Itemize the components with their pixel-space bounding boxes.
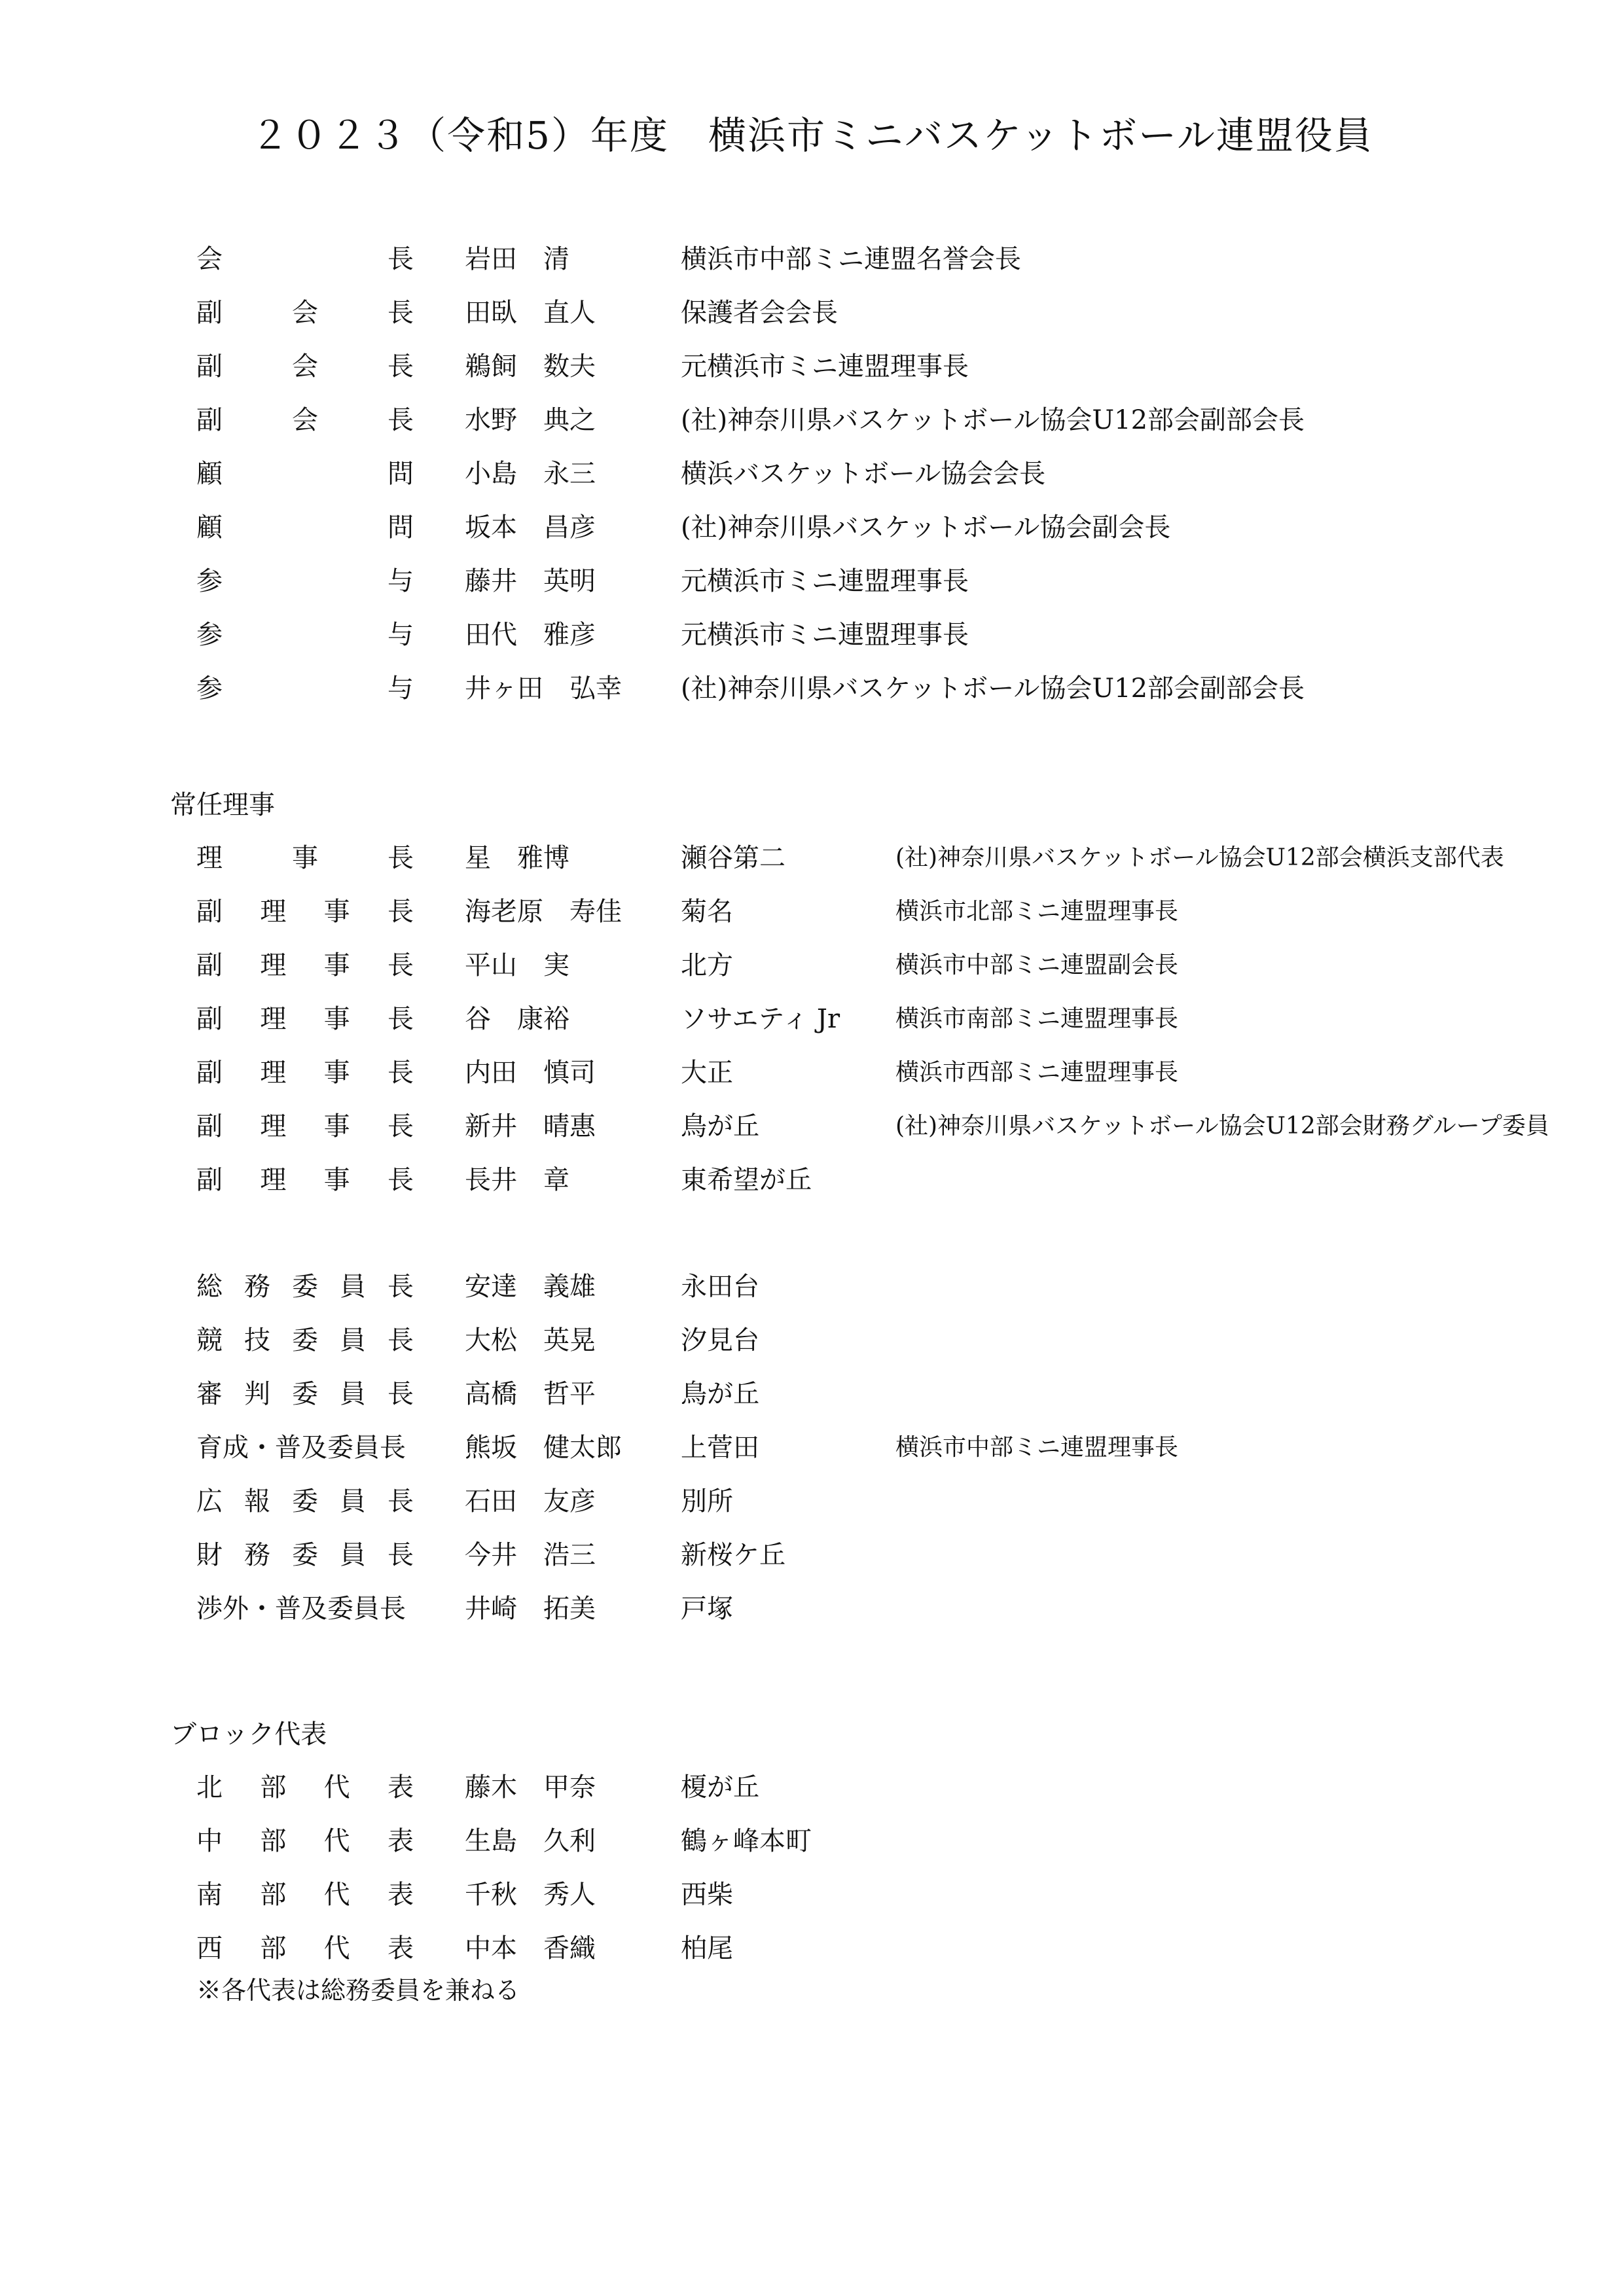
club-name: 汐見台 xyxy=(681,1325,759,1355)
section-heading-standing: 常任理事 xyxy=(170,790,275,820)
person-name: 藤木 甲奈 xyxy=(465,1772,596,1803)
affiliation: (社)神奈川県バスケットボール協会U12部会副部会長 xyxy=(681,405,1305,435)
role-label: 副 会 長 xyxy=(196,351,414,382)
person-name: 星 雅博 xyxy=(465,843,569,873)
role-label: 総 務 委 員 長 xyxy=(196,1272,414,1302)
role-label: 顧 問 xyxy=(196,459,414,489)
person-name: 大松 英晃 xyxy=(465,1325,596,1355)
person-name: 中本 香織 xyxy=(465,1933,596,1964)
block-representatives-section xyxy=(170,1708,1545,1975)
person-name: 千秋 秀人 xyxy=(465,1880,596,1910)
club-name: 鳥が丘 xyxy=(681,1379,759,1409)
person-name: 海老原 寿佳 xyxy=(465,897,622,927)
club-name: 東希望が丘 xyxy=(681,1165,812,1195)
affiliation: (社)神奈川県バスケットボール協会U12部会財務グループ委員 xyxy=(895,1113,1549,1139)
affiliation: 元横浜市ミニ連盟理事長 xyxy=(681,351,969,382)
affiliation: 横浜市中部ミニ連盟副会長 xyxy=(895,952,1179,978)
person-name: 内田 慎司 xyxy=(465,1058,596,1088)
list-item xyxy=(170,1153,1545,1207)
role-label: 副 会 長 xyxy=(196,298,414,328)
committee-chairs-section xyxy=(170,1260,1545,1636)
list-item xyxy=(170,393,1545,447)
person-name: 坂本 昌彦 xyxy=(465,512,596,543)
list-item xyxy=(170,1868,1545,1922)
list-item xyxy=(170,662,1545,715)
list-item xyxy=(170,447,1545,501)
page-title: ２０２３（令和5）年度 横浜市ミニバスケットボール連盟役員 xyxy=(251,113,1373,158)
role-label: 競 技 委 員 長 xyxy=(196,1325,414,1355)
list-item xyxy=(170,1814,1545,1868)
affiliation: 横浜バスケットボール協会会長 xyxy=(681,459,1046,489)
footnote: ※各代表は総務委員を兼ねる xyxy=(196,1976,520,2005)
officers-section xyxy=(170,232,1545,715)
person-name: 岩田 清 xyxy=(465,244,569,274)
affiliation: (社)神奈川県バスケットボール協会副会長 xyxy=(681,512,1171,543)
role-label: 副 理 事 長 xyxy=(196,950,414,980)
role-label: 南 部 代 表 xyxy=(196,1880,414,1910)
club-name: ソサエティ Jr xyxy=(681,1004,840,1034)
role-label: 副 会 長 xyxy=(196,405,414,435)
role-label: 参 与 xyxy=(196,620,414,650)
person-name: 鵜飼 数夫 xyxy=(465,351,596,382)
list-item xyxy=(170,885,1545,939)
person-name: 今井 浩三 xyxy=(465,1540,596,1570)
club-name: 新桜ケ丘 xyxy=(681,1540,785,1570)
section-heading-blocks: ブロック代表 xyxy=(170,1719,327,1749)
list-item xyxy=(170,1046,1545,1100)
role-label: 中 部 代 表 xyxy=(196,1826,414,1856)
person-name: 熊坂 健太郎 xyxy=(465,1433,622,1463)
list-item xyxy=(170,1260,1545,1314)
role-label: 副 理 事 長 xyxy=(196,1004,414,1034)
role-label: 広 報 委 員 長 xyxy=(196,1486,414,1516)
role-label: 北 部 代 表 xyxy=(196,1772,414,1803)
person-name: 水野 典之 xyxy=(465,405,596,435)
list-item xyxy=(170,286,1545,340)
role-label: 西 部 代 表 xyxy=(196,1933,414,1964)
list-item xyxy=(170,554,1545,608)
list-item xyxy=(170,1761,1545,1814)
list-item xyxy=(170,1475,1545,1528)
person-name: 生島 久利 xyxy=(465,1826,596,1856)
club-name: 大正 xyxy=(681,1058,733,1088)
list-item xyxy=(170,1100,1549,1153)
role-label: 副 理 事 長 xyxy=(196,1165,414,1195)
standing-directors-section xyxy=(170,779,1549,1207)
person-name: 高橋 哲平 xyxy=(465,1379,596,1409)
person-name: 平山 実 xyxy=(465,950,569,980)
affiliation: 横浜市南部ミニ連盟理事長 xyxy=(895,1005,1179,1032)
club-name: 鶴ヶ峰本町 xyxy=(681,1826,812,1856)
list-item xyxy=(170,1421,1545,1475)
role-label: 参 与 xyxy=(196,673,414,704)
list-item xyxy=(170,1367,1545,1421)
affiliation: 横浜市中部ミニ連盟理事長 xyxy=(895,1434,1179,1461)
role-label: 参 与 xyxy=(196,566,414,596)
person-name: 田臥 直人 xyxy=(465,298,596,328)
list-item xyxy=(170,501,1545,554)
affiliation: 保護者会会長 xyxy=(681,298,838,328)
list-item xyxy=(170,1922,1545,1975)
role-label: 理 事 長 xyxy=(196,843,414,873)
list-item xyxy=(170,232,1545,286)
person-name: 藤井 英明 xyxy=(465,566,596,596)
person-name: 井ヶ田 弘幸 xyxy=(465,673,622,704)
person-name: 長井 章 xyxy=(465,1165,569,1195)
person-name: 小島 永三 xyxy=(465,459,596,489)
list-item xyxy=(170,992,1545,1046)
list-item xyxy=(170,939,1545,992)
role-label: 財 務 委 員 長 xyxy=(196,1540,414,1570)
club-name: 戸塚 xyxy=(681,1594,733,1624)
role-label: 副 理 事 長 xyxy=(196,897,414,927)
role-label: 渉 外 ・ 普 及 委 員 長 xyxy=(196,1594,406,1624)
list-item xyxy=(170,1314,1545,1367)
affiliation: (社)神奈川県バスケットボール協会U12部会横浜支部代表 xyxy=(895,844,1504,871)
person-name: 安達 義雄 xyxy=(465,1272,596,1302)
role-label: 育 成 ・ 普 及 委 員 長 xyxy=(196,1433,406,1463)
role-label: 副 理 事 長 xyxy=(196,1111,414,1141)
affiliation: 横浜市西部ミニ連盟理事長 xyxy=(895,1059,1179,1086)
list-item xyxy=(170,340,1545,393)
club-name: 永田台 xyxy=(681,1272,759,1302)
club-name: 上菅田 xyxy=(681,1433,759,1463)
club-name: 鳥が丘 xyxy=(681,1111,759,1141)
role-label: 審 判 委 員 長 xyxy=(196,1379,414,1409)
person-name: 石田 友彦 xyxy=(465,1486,596,1516)
person-name: 新井 晴惠 xyxy=(465,1111,596,1141)
role-label: 副 理 事 長 xyxy=(196,1058,414,1088)
affiliation: (社)神奈川県バスケットボール協会U12部会副部会長 xyxy=(681,673,1305,704)
affiliation: 横浜市中部ミニ連盟名誉会長 xyxy=(681,244,1021,274)
affiliation: 元横浜市ミニ連盟理事長 xyxy=(681,620,969,650)
person-name: 田代 雅彦 xyxy=(465,620,596,650)
list-item xyxy=(170,831,1545,885)
list-item xyxy=(170,1582,1545,1636)
club-name: 柏尾 xyxy=(681,1933,733,1964)
affiliation: 横浜市北部ミニ連盟理事長 xyxy=(895,898,1179,925)
role-label: 顧 問 xyxy=(196,512,414,543)
person-name: 井崎 拓美 xyxy=(465,1594,596,1624)
club-name: 北方 xyxy=(681,950,733,980)
club-name: 瀬谷第二 xyxy=(681,843,785,873)
club-name: 西柴 xyxy=(681,1880,733,1910)
role-label: 会 長 xyxy=(196,244,414,274)
affiliation: 元横浜市ミニ連盟理事長 xyxy=(681,566,969,596)
club-name: 榎が丘 xyxy=(681,1772,759,1803)
list-item xyxy=(170,608,1545,662)
club-name: 別所 xyxy=(681,1486,733,1516)
person-name: 谷 康裕 xyxy=(465,1004,569,1034)
club-name: 菊名 xyxy=(681,897,733,927)
list-item xyxy=(170,1528,1545,1582)
